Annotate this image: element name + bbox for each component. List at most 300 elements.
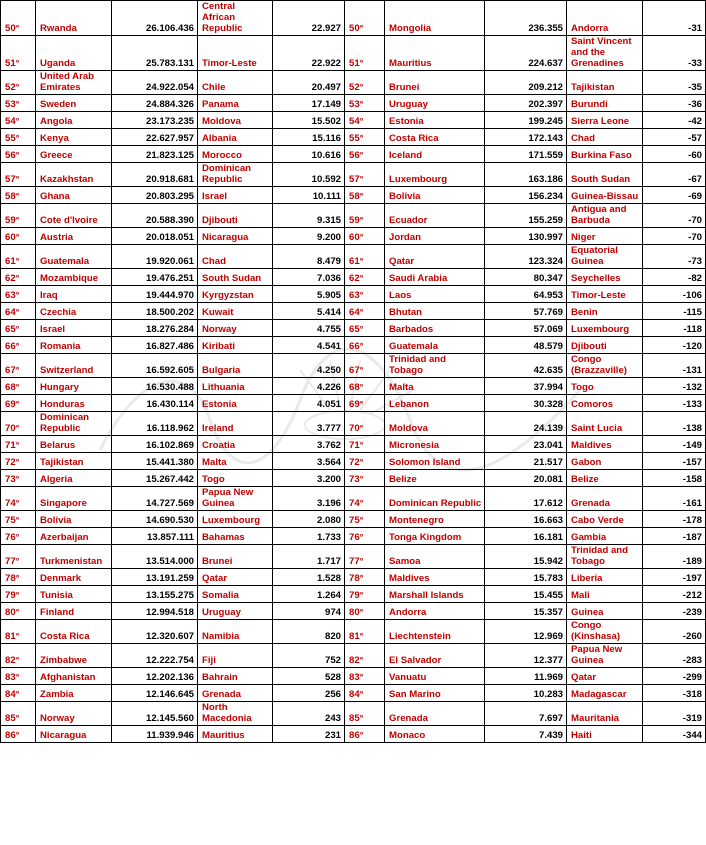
value-a-cell: 26.106.436 xyxy=(112,1,198,36)
country-c-cell: Brunei xyxy=(385,71,485,95)
table-row xyxy=(1,112,706,129)
country-b-cell: Uruguay xyxy=(198,603,273,620)
rank-a-cell: 55° xyxy=(1,129,36,146)
country-a-cell: Honduras xyxy=(36,395,112,412)
country-d-cell: Congo (Kinshasa) xyxy=(567,620,643,644)
rank-a-cell: 84° xyxy=(1,685,36,702)
rank-c-cell: 83° xyxy=(345,668,385,685)
value-b-cell: 256 xyxy=(273,685,345,702)
value-d-cell: -35 xyxy=(643,71,706,95)
country-a-cell: Sweden xyxy=(36,95,112,112)
table-row xyxy=(1,320,706,337)
value-a-cell: 16.827.486 xyxy=(112,337,198,354)
country-c-cell: Mongolia xyxy=(385,1,485,36)
rank-a-cell: 56° xyxy=(1,146,36,163)
value-c-cell: 130.997 xyxy=(485,228,567,245)
rank-a-cell: 74° xyxy=(1,487,36,511)
table-row xyxy=(1,453,706,470)
rank-c-cell: 80° xyxy=(345,603,385,620)
rank-c-cell: 82° xyxy=(345,644,385,668)
value-a-cell: 18.276.284 xyxy=(112,320,198,337)
country-c-cell: Grenada xyxy=(385,702,485,726)
country-d-cell: Burundi xyxy=(567,95,643,112)
country-c-cell: Iceland xyxy=(385,146,485,163)
country-a-cell: Costa Rica xyxy=(36,620,112,644)
country-b-cell: Malta xyxy=(198,453,273,470)
rank-a-cell: 52° xyxy=(1,71,36,95)
value-d-cell: -260 xyxy=(643,620,706,644)
country-b-cell: Estonia xyxy=(198,395,273,412)
country-b-cell: Bulgaria xyxy=(198,354,273,378)
value-b-cell: 820 xyxy=(273,620,345,644)
country-b-cell: Fiji xyxy=(198,644,273,668)
value-b-cell: 17.149 xyxy=(273,95,345,112)
rank-a-cell: 68° xyxy=(1,378,36,395)
value-d-cell: -57 xyxy=(643,129,706,146)
country-a-cell: Zambia xyxy=(36,685,112,702)
value-c-cell: 42.635 xyxy=(485,354,567,378)
value-c-cell: 123.324 xyxy=(485,245,567,269)
country-a-cell: Azerbaijan xyxy=(36,528,112,545)
value-c-cell: 15.455 xyxy=(485,586,567,603)
country-c-cell: Barbados xyxy=(385,320,485,337)
country-c-cell: Laos xyxy=(385,286,485,303)
value-c-cell: 57.069 xyxy=(485,320,567,337)
country-d-cell: Congo (Brazzaville) xyxy=(567,354,643,378)
rank-a-cell: 72° xyxy=(1,453,36,470)
country-b-cell: Qatar xyxy=(198,569,273,586)
value-c-cell: 64.953 xyxy=(485,286,567,303)
country-c-cell: Dominican Republic xyxy=(385,487,485,511)
value-c-cell: 37.994 xyxy=(485,378,567,395)
rank-c-cell: 65° xyxy=(345,320,385,337)
value-d-cell: -73 xyxy=(643,245,706,269)
rank-a-cell: 82° xyxy=(1,644,36,668)
country-b-cell: Central African Republic xyxy=(198,1,273,36)
value-c-cell: 24.139 xyxy=(485,412,567,436)
value-a-cell: 20.588.390 xyxy=(112,204,198,228)
value-d-cell: -187 xyxy=(643,528,706,545)
value-a-cell: 11.939.946 xyxy=(112,726,198,743)
country-c-cell: Andorra xyxy=(385,603,485,620)
country-c-cell: Qatar xyxy=(385,245,485,269)
table-row xyxy=(1,286,706,303)
value-b-cell: 3.196 xyxy=(273,487,345,511)
country-b-cell: Somalia xyxy=(198,586,273,603)
value-a-cell: 16.118.962 xyxy=(112,412,198,436)
country-d-cell: Seychelles xyxy=(567,269,643,286)
rank-c-cell: 56° xyxy=(345,146,385,163)
rank-c-cell: 59° xyxy=(345,204,385,228)
country-b-cell: North Macedonia xyxy=(198,702,273,726)
country-b-cell: Lithuania xyxy=(198,378,273,395)
value-b-cell: 3.200 xyxy=(273,470,345,487)
country-b-cell: Timor-Leste xyxy=(198,36,273,71)
value-a-cell: 16.430.114 xyxy=(112,395,198,412)
rank-c-cell: 70° xyxy=(345,412,385,436)
country-b-cell: Luxembourg xyxy=(198,511,273,528)
value-d-cell: -133 xyxy=(643,395,706,412)
value-a-cell: 15.267.442 xyxy=(112,470,198,487)
value-d-cell: -70 xyxy=(643,228,706,245)
table-row xyxy=(1,245,706,269)
rank-a-cell: 65° xyxy=(1,320,36,337)
rank-c-cell: 67° xyxy=(345,354,385,378)
country-a-cell: Nicaragua xyxy=(36,726,112,743)
table-row xyxy=(1,545,706,569)
value-a-cell: 13.155.275 xyxy=(112,586,198,603)
value-b-cell: 4.051 xyxy=(273,395,345,412)
value-c-cell: 209.212 xyxy=(485,71,567,95)
rank-c-cell: 84° xyxy=(345,685,385,702)
country-d-cell: Sierra Leone xyxy=(567,112,643,129)
rank-c-cell: 61° xyxy=(345,245,385,269)
country-d-cell: Haiti xyxy=(567,726,643,743)
country-c-cell: Solomon Island xyxy=(385,453,485,470)
rank-c-cell: 50° xyxy=(345,1,385,36)
country-b-cell: Panama xyxy=(198,95,273,112)
value-a-cell: 14.727.569 xyxy=(112,487,198,511)
country-a-cell: Kazakhstan xyxy=(36,163,112,187)
rank-c-cell: 72° xyxy=(345,453,385,470)
country-d-cell: Antigua and Barbuda xyxy=(567,204,643,228)
table-row xyxy=(1,511,706,528)
value-c-cell: 15.357 xyxy=(485,603,567,620)
table-row xyxy=(1,146,706,163)
value-a-cell: 14.690.530 xyxy=(112,511,198,528)
value-d-cell: -33 xyxy=(643,36,706,71)
country-a-cell: Romania xyxy=(36,337,112,354)
rank-a-cell: 63° xyxy=(1,286,36,303)
country-d-cell: Burkina Faso xyxy=(567,146,643,163)
value-b-cell: 5.905 xyxy=(273,286,345,303)
value-a-cell: 20.803.295 xyxy=(112,187,198,204)
rank-a-cell: 71° xyxy=(1,436,36,453)
country-a-cell: Uganda xyxy=(36,36,112,71)
value-b-cell: 4.755 xyxy=(273,320,345,337)
country-d-cell: Tajikistan xyxy=(567,71,643,95)
country-c-cell: Guatemala xyxy=(385,337,485,354)
rank-c-cell: 75° xyxy=(345,511,385,528)
country-d-cell: Cabo Verde xyxy=(567,511,643,528)
country-b-cell: Namibia xyxy=(198,620,273,644)
rank-a-cell: 66° xyxy=(1,337,36,354)
rank-c-cell: 54° xyxy=(345,112,385,129)
country-a-cell: Greece xyxy=(36,146,112,163)
value-d-cell: -60 xyxy=(643,146,706,163)
value-b-cell: 9.200 xyxy=(273,228,345,245)
table-row xyxy=(1,436,706,453)
value-a-cell: 23.173.235 xyxy=(112,112,198,129)
country-b-cell: Israel xyxy=(198,187,273,204)
country-d-cell: Gambia xyxy=(567,528,643,545)
value-b-cell: 1.717 xyxy=(273,545,345,569)
country-d-cell: Equatorial Guinea xyxy=(567,245,643,269)
country-c-cell: Tonga Kingdom xyxy=(385,528,485,545)
value-d-cell: -131 xyxy=(643,354,706,378)
value-a-cell: 16.592.605 xyxy=(112,354,198,378)
value-b-cell: 3.762 xyxy=(273,436,345,453)
table-body xyxy=(1,1,706,743)
country-d-cell: Saint Vincent and the Grenadines xyxy=(567,36,643,71)
rank-a-cell: 51° xyxy=(1,36,36,71)
value-c-cell: 172.143 xyxy=(485,129,567,146)
rank-a-cell: 69° xyxy=(1,395,36,412)
rank-a-cell: 58° xyxy=(1,187,36,204)
country-c-cell: Saudi Arabia xyxy=(385,269,485,286)
country-b-cell: Kuwait xyxy=(198,303,273,320)
value-a-cell: 19.444.970 xyxy=(112,286,198,303)
table-row xyxy=(1,71,706,95)
country-d-cell: Niger xyxy=(567,228,643,245)
country-d-cell: Chad xyxy=(567,129,643,146)
value-c-cell: 163.186 xyxy=(485,163,567,187)
country-b-cell: South Sudan xyxy=(198,269,273,286)
value-b-cell: 15.116 xyxy=(273,129,345,146)
rank-c-cell: 78° xyxy=(345,569,385,586)
value-c-cell: 171.559 xyxy=(485,146,567,163)
value-a-cell: 12.145.560 xyxy=(112,702,198,726)
table-row xyxy=(1,204,706,228)
country-a-cell: Angola xyxy=(36,112,112,129)
country-a-cell: Singapore xyxy=(36,487,112,511)
value-b-cell: 1.264 xyxy=(273,586,345,603)
country-b-cell: Ireland xyxy=(198,412,273,436)
rank-a-cell: 83° xyxy=(1,668,36,685)
value-d-cell: -120 xyxy=(643,337,706,354)
country-a-cell: Israel xyxy=(36,320,112,337)
country-a-cell: Norway xyxy=(36,702,112,726)
value-d-cell: -158 xyxy=(643,470,706,487)
table-row xyxy=(1,36,706,71)
rank-a-cell: 81° xyxy=(1,620,36,644)
value-a-cell: 24.884.326 xyxy=(112,95,198,112)
value-c-cell: 7.697 xyxy=(485,702,567,726)
country-a-cell: Kenya xyxy=(36,129,112,146)
value-b-cell: 20.497 xyxy=(273,71,345,95)
country-b-cell: Norway xyxy=(198,320,273,337)
rank-a-cell: 77° xyxy=(1,545,36,569)
table-row xyxy=(1,269,706,286)
country-c-cell: Bolivia xyxy=(385,187,485,204)
value-c-cell: 7.439 xyxy=(485,726,567,743)
rank-c-cell: 79° xyxy=(345,586,385,603)
table-row xyxy=(1,303,706,320)
country-c-cell: Belize xyxy=(385,470,485,487)
country-b-cell: Grenada xyxy=(198,685,273,702)
country-b-cell: Bahamas xyxy=(198,528,273,545)
country-d-cell: Djibouti xyxy=(567,337,643,354)
value-c-cell: 80.347 xyxy=(485,269,567,286)
value-b-cell: 22.922 xyxy=(273,36,345,71)
value-b-cell: 5.414 xyxy=(273,303,345,320)
value-c-cell: 21.517 xyxy=(485,453,567,470)
value-d-cell: -115 xyxy=(643,303,706,320)
value-c-cell: 202.397 xyxy=(485,95,567,112)
country-b-cell: Kyrgyzstan xyxy=(198,286,273,303)
rank-c-cell: 64° xyxy=(345,303,385,320)
country-a-cell: Tajikistan xyxy=(36,453,112,470)
value-b-cell: 10.111 xyxy=(273,187,345,204)
country-a-cell: Afghanistan xyxy=(36,668,112,685)
value-a-cell: 19.476.251 xyxy=(112,269,198,286)
country-d-cell: Guinea-Bissau xyxy=(567,187,643,204)
country-d-cell: Belize xyxy=(567,470,643,487)
country-a-cell: Hungary xyxy=(36,378,112,395)
table-row xyxy=(1,487,706,511)
value-c-cell: 224.637 xyxy=(485,36,567,71)
value-a-cell: 18.500.202 xyxy=(112,303,198,320)
country-c-cell: Bhutan xyxy=(385,303,485,320)
rank-a-cell: 75° xyxy=(1,511,36,528)
country-b-cell: Djibouti xyxy=(198,204,273,228)
value-d-cell: -178 xyxy=(643,511,706,528)
value-a-cell: 12.320.607 xyxy=(112,620,198,644)
value-c-cell: 11.969 xyxy=(485,668,567,685)
value-b-cell: 3.777 xyxy=(273,412,345,436)
value-b-cell: 22.927 xyxy=(273,1,345,36)
country-a-cell: Austria xyxy=(36,228,112,245)
rank-c-cell: 52° xyxy=(345,71,385,95)
country-c-cell: Samoa xyxy=(385,545,485,569)
country-a-cell: Finland xyxy=(36,603,112,620)
value-c-cell: 15.942 xyxy=(485,545,567,569)
country-b-cell: Bahrain xyxy=(198,668,273,685)
country-c-cell: Ecuador xyxy=(385,204,485,228)
country-c-cell: Lebanon xyxy=(385,395,485,412)
value-c-cell: 236.355 xyxy=(485,1,567,36)
country-c-cell: Malta xyxy=(385,378,485,395)
rank-a-cell: 54° xyxy=(1,112,36,129)
rank-a-cell: 64° xyxy=(1,303,36,320)
value-d-cell: -344 xyxy=(643,726,706,743)
rank-c-cell: 69° xyxy=(345,395,385,412)
rank-a-cell: 57° xyxy=(1,163,36,187)
country-c-cell: Estonia xyxy=(385,112,485,129)
country-b-cell: Kiribati xyxy=(198,337,273,354)
value-c-cell: 156.234 xyxy=(485,187,567,204)
rank-a-cell: 70° xyxy=(1,412,36,436)
value-d-cell: -283 xyxy=(643,644,706,668)
country-d-cell: Papua New Guinea xyxy=(567,644,643,668)
country-d-cell: Benin xyxy=(567,303,643,320)
value-a-cell: 12.202.136 xyxy=(112,668,198,685)
table-row xyxy=(1,187,706,204)
rank-c-cell: 77° xyxy=(345,545,385,569)
value-d-cell: -161 xyxy=(643,487,706,511)
country-d-cell: Comoros xyxy=(567,395,643,412)
country-d-cell: Maldives xyxy=(567,436,643,453)
value-b-cell: 3.564 xyxy=(273,453,345,470)
country-d-cell: South Sudan xyxy=(567,163,643,187)
rank-a-cell: 78° xyxy=(1,569,36,586)
country-c-cell: Vanuatu xyxy=(385,668,485,685)
value-a-cell: 20.018.051 xyxy=(112,228,198,245)
table-row xyxy=(1,685,706,702)
country-a-cell: Zimbabwe xyxy=(36,644,112,668)
value-c-cell: 155.259 xyxy=(485,204,567,228)
rank-c-cell: 85° xyxy=(345,702,385,726)
table-row xyxy=(1,644,706,668)
country-c-cell: Costa Rica xyxy=(385,129,485,146)
country-d-cell: Togo xyxy=(567,378,643,395)
country-d-cell: Mauritania xyxy=(567,702,643,726)
country-a-cell: Dominican Republic xyxy=(36,412,112,436)
table-row xyxy=(1,702,706,726)
rank-c-cell: 53° xyxy=(345,95,385,112)
value-a-cell: 16.530.488 xyxy=(112,378,198,395)
value-b-cell: 15.502 xyxy=(273,112,345,129)
country-b-cell: Moldova xyxy=(198,112,273,129)
table-row xyxy=(1,528,706,545)
value-b-cell: 752 xyxy=(273,644,345,668)
rank-c-cell: 81° xyxy=(345,620,385,644)
country-d-cell: Saint Lucia xyxy=(567,412,643,436)
rank-a-cell: 86° xyxy=(1,726,36,743)
value-d-cell: -132 xyxy=(643,378,706,395)
value-a-cell: 12.146.645 xyxy=(112,685,198,702)
value-b-cell: 7.036 xyxy=(273,269,345,286)
value-a-cell: 16.102.869 xyxy=(112,436,198,453)
rank-c-cell: 55° xyxy=(345,129,385,146)
country-d-cell: Grenada xyxy=(567,487,643,511)
value-b-cell: 974 xyxy=(273,603,345,620)
table-row xyxy=(1,569,706,586)
rank-c-cell: 57° xyxy=(345,163,385,187)
country-a-cell: Algeria xyxy=(36,470,112,487)
table-row xyxy=(1,412,706,436)
table-row xyxy=(1,163,706,187)
country-c-cell: El Salvador xyxy=(385,644,485,668)
country-b-cell: Albania xyxy=(198,129,273,146)
country-a-cell: Rwanda xyxy=(36,1,112,36)
rank-c-cell: 73° xyxy=(345,470,385,487)
country-b-cell: Mauritius xyxy=(198,726,273,743)
value-c-cell: 15.783 xyxy=(485,569,567,586)
value-a-cell: 12.222.754 xyxy=(112,644,198,668)
value-d-cell: -70 xyxy=(643,204,706,228)
value-a-cell: 13.191.259 xyxy=(112,569,198,586)
table-row xyxy=(1,470,706,487)
rank-c-cell: 51° xyxy=(345,36,385,71)
value-c-cell: 17.612 xyxy=(485,487,567,511)
rank-c-cell: 76° xyxy=(345,528,385,545)
rank-a-cell: 67° xyxy=(1,354,36,378)
country-b-cell: Chile xyxy=(198,71,273,95)
value-b-cell: 2.080 xyxy=(273,511,345,528)
country-d-cell: Qatar xyxy=(567,668,643,685)
value-d-cell: -42 xyxy=(643,112,706,129)
rank-c-cell: 86° xyxy=(345,726,385,743)
country-b-cell: Togo xyxy=(198,470,273,487)
country-c-cell: Luxembourg xyxy=(385,163,485,187)
value-d-cell: -212 xyxy=(643,586,706,603)
country-b-cell: Papua New Guinea xyxy=(198,487,273,511)
value-d-cell: -118 xyxy=(643,320,706,337)
value-d-cell: -36 xyxy=(643,95,706,112)
value-a-cell: 15.441.380 xyxy=(112,453,198,470)
value-d-cell: -197 xyxy=(643,569,706,586)
value-d-cell: -82 xyxy=(643,269,706,286)
rank-a-cell: 73° xyxy=(1,470,36,487)
country-c-cell: Marshall Islands xyxy=(385,586,485,603)
value-c-cell: 23.041 xyxy=(485,436,567,453)
rank-a-cell: 62° xyxy=(1,269,36,286)
country-c-cell: Micronesia xyxy=(385,436,485,453)
country-a-cell: Denmark xyxy=(36,569,112,586)
country-c-cell: Maldives xyxy=(385,569,485,586)
country-b-cell: Chad xyxy=(198,245,273,269)
